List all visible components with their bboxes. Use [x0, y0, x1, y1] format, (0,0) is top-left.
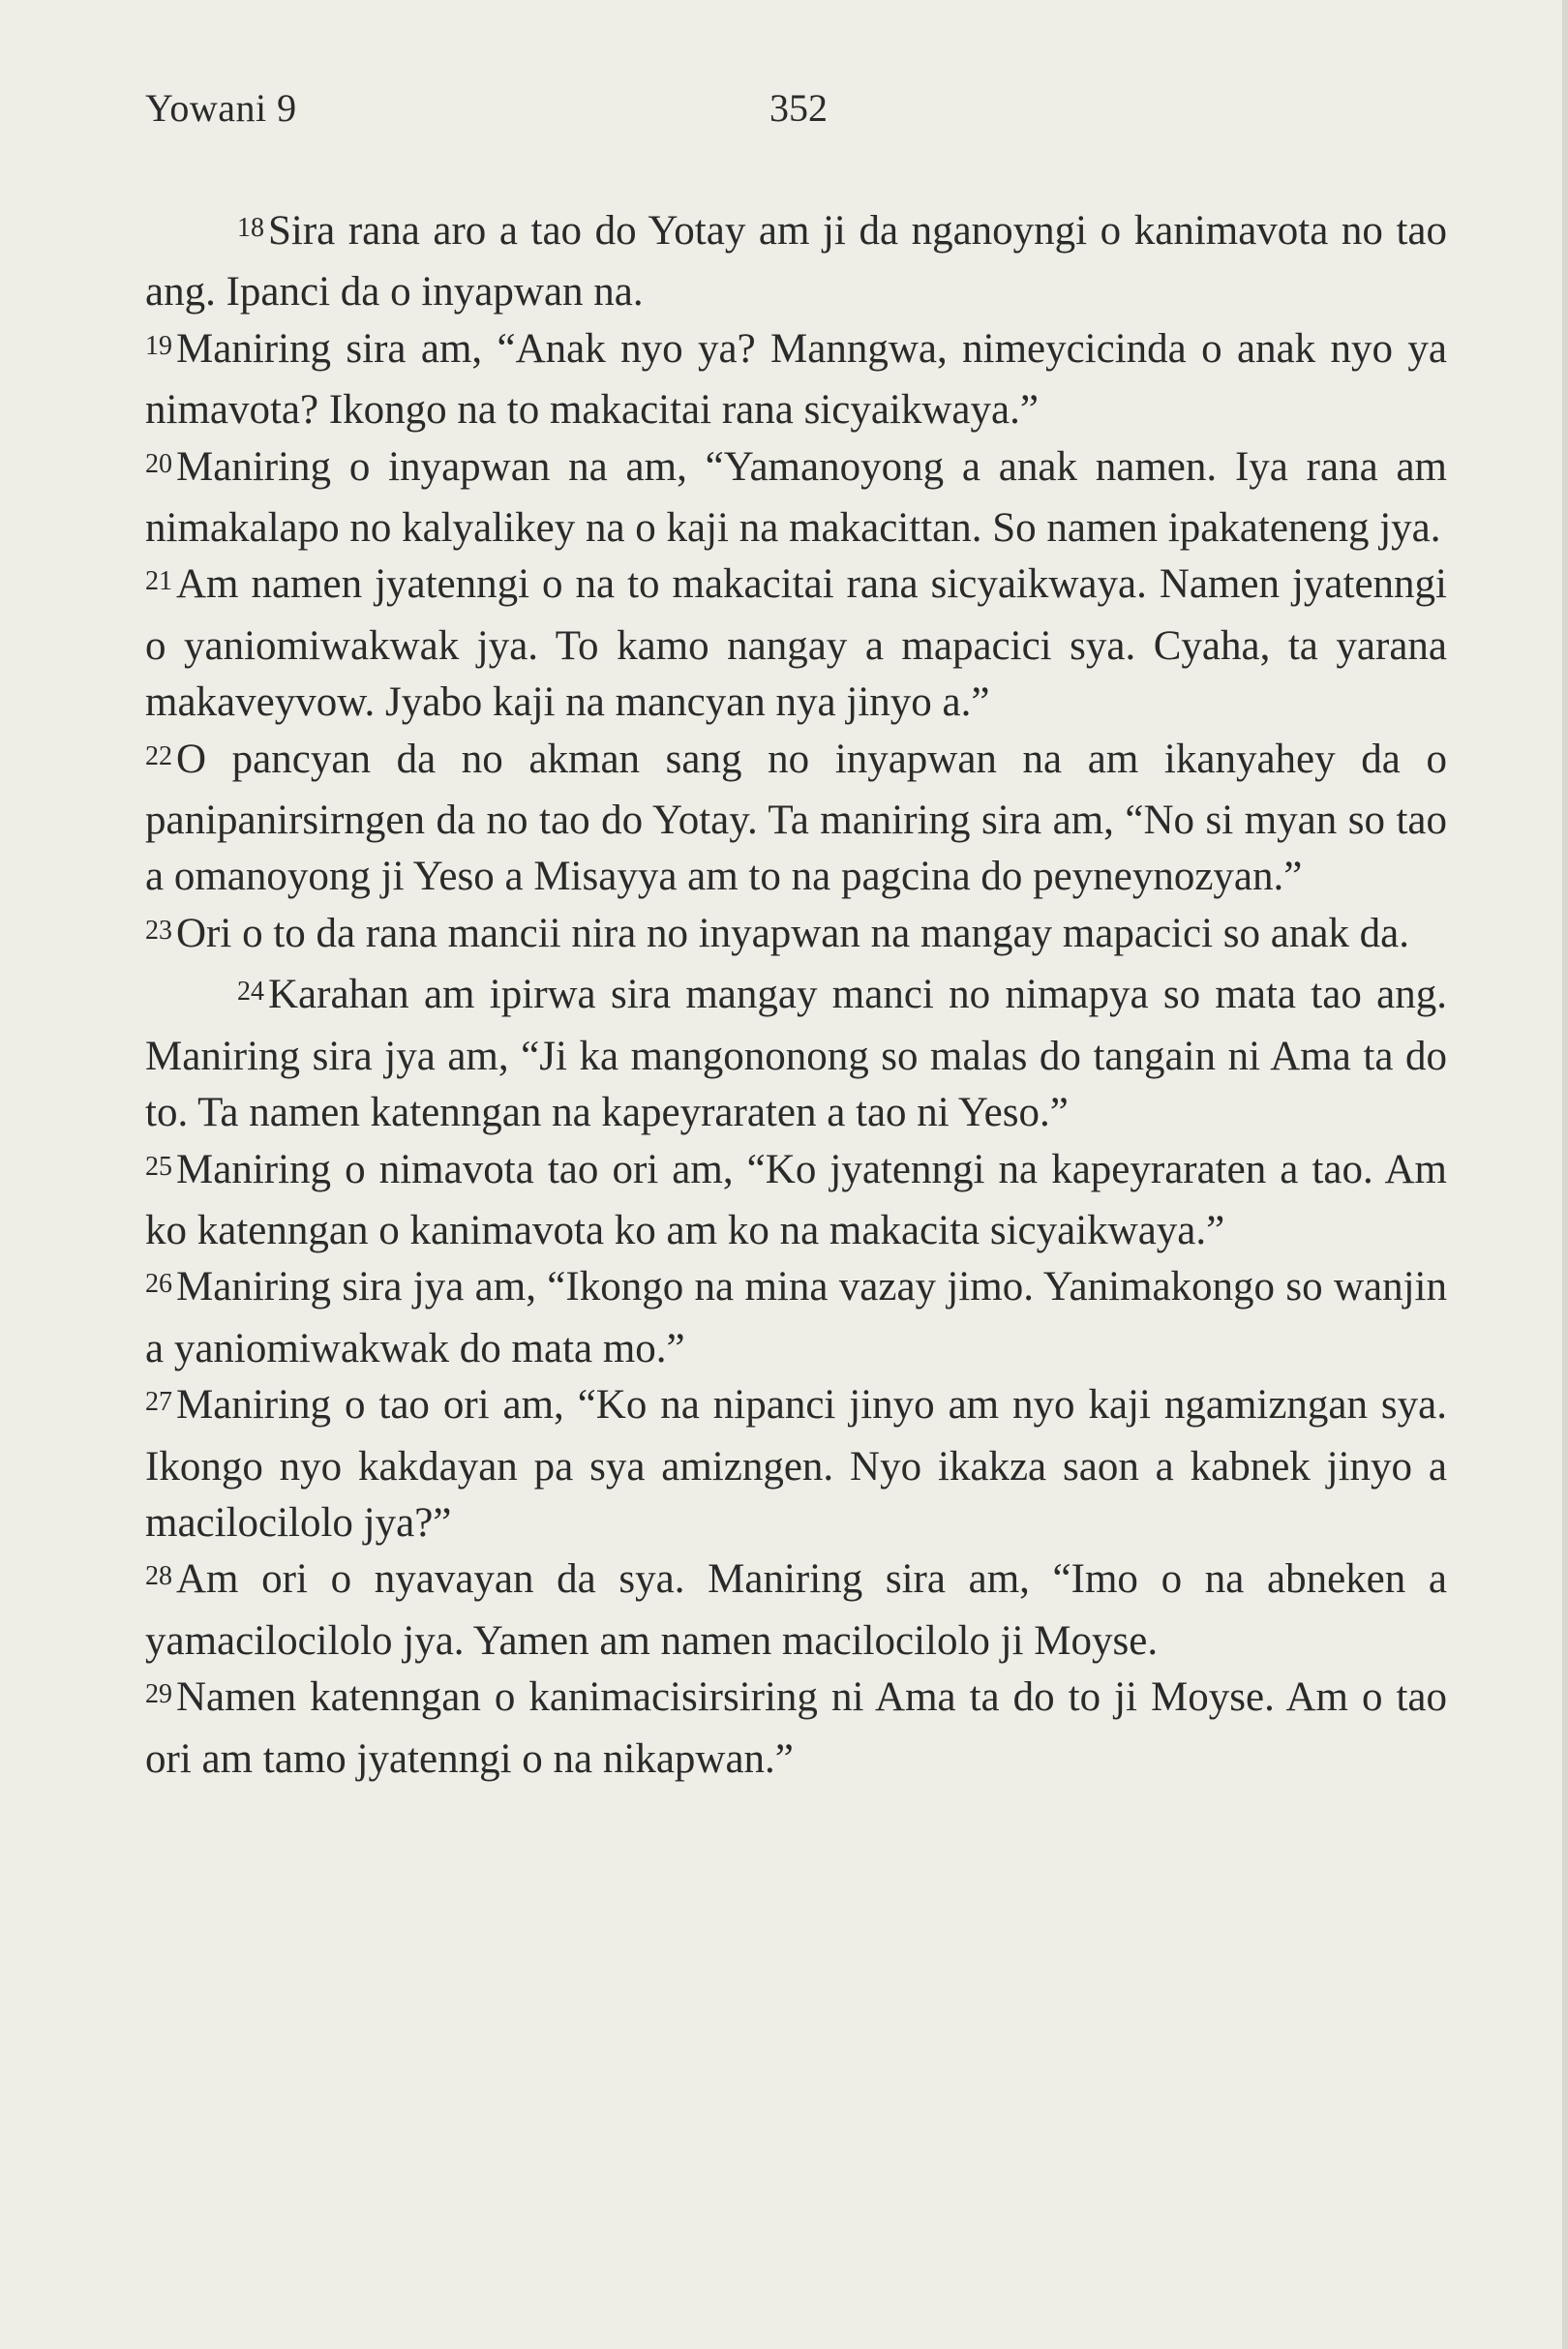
verse-20 — [145, 439, 1447, 557]
verse-text: Maniring sira am, “Anak nyo ya? Manngwa, nimeycicinda o anak nyo ya nimavota? Ikongo na to makacitai rana sicyaikwaya.” — [145, 325, 1447, 434]
verse-text: Namen katenngan o kanimacisirsiring ni Ama ta do to ji Moyse. Am o tao ori am tamo jyatenngi o na nikapwan.” — [145, 1674, 1447, 1782]
verse-22 — [145, 732, 1447, 906]
verse-19 — [145, 321, 1447, 439]
verse-28 — [145, 1551, 1447, 1670]
verse-text: Sira rana aro a tao do Yotay am ji da nganoyngi o kanimavota no tao ang. Ipanci da o inyapwan na. — [145, 208, 1447, 316]
verse-number: 27 — [145, 1387, 172, 1418]
verse-number: 29 — [145, 1679, 172, 1710]
verse-21 — [145, 557, 1447, 731]
verse-number: 20 — [145, 448, 172, 479]
verse-number: 25 — [145, 1151, 172, 1182]
verse-text: Maniring o inyapwan na am, “Yamanoyong a anak namen. Iya rana am nimakalapo no kalyalikey na o kaji na makacittan. So namen ipakateneng jya. — [145, 443, 1447, 552]
verse-text: O pancyan da no akman sang no inyapwan na am ikanyahey da o panipanirsirngen da no tao do Yotay. Ta maniring sira am, “No si myan so tao a omanoyong ji Yeso a Misayya am to na pagcina do peyneynozyan.” — [145, 736, 1447, 900]
verse-number: 22 — [145, 740, 172, 771]
verse-text: Ori o to da rana mancii nira no inyapwan na mangay mapacici so anak da. — [176, 910, 1410, 956]
verse-number: 21 — [145, 566, 172, 597]
running-head: Yowani 9 — [145, 86, 297, 130]
verse-number: 26 — [145, 1269, 172, 1300]
verse-26 — [145, 1259, 1447, 1377]
verse-23 — [145, 906, 1447, 967]
verse-number: 18 — [237, 213, 264, 243]
verse-25 — [145, 1142, 1447, 1260]
page-edge-shadow — [1562, 0, 1568, 2349]
verse-text: Karahan am ipirwa sira mangay manci no nimapya so mata tao ang. Maniring sira jya am, “Ji ka mangononong so malas do tangain ni Ama ta do to. Ta namen katenngan na kapeyraraten a tao ni Yeso.” — [145, 972, 1447, 1136]
verse-text: Maniring sira jya am, “Ikongo na mina vazay jimo. Yanimakongo so wanjin a yaniomiwakwak do mata mo.” — [145, 1264, 1447, 1371]
verse-text: Maniring o tao ori am, “Ko na nipanci jinyo am nyo kaji ngamizngan sya. Ikongo nyo kakdayan pa sya amizngen. Nyo ikakza saon a kabnek jinyo a macilocilolo jya?” — [145, 1382, 1447, 1546]
body-text — [145, 203, 1447, 1788]
verse-18 — [145, 203, 1447, 321]
page-number: 352 — [769, 86, 828, 130]
verse-number: 23 — [145, 915, 172, 946]
verse-24 — [145, 967, 1447, 1141]
verse-text: Am namen jyatenngi o na to makacitai rana sicyaikwaya. Namen jyatenngi o yaniomiwakwak jya. To kamo nangay a mapacici sya. Cyaha, ta yarana makaveyvow. Jyabo kaji na mancyan nya jinyo a.” — [145, 561, 1447, 726]
verse-27 — [145, 1377, 1447, 1551]
verse-number: 28 — [145, 1561, 172, 1592]
verse-29 — [145, 1670, 1447, 1788]
verse-number: 24 — [237, 977, 264, 1008]
verse-text: Am ori o nyavayan da sya. Maniring sira am, “Imo o na abneken a yamacilocilolo jya. Yamen am namen macilocilolo ji Moyse. — [145, 1556, 1447, 1664]
verse-text: Maniring o nimavota tao ori am, “Ko jyatenngi na kapeyraraten a tao. Am ko katenngan o kanimavota ko am ko na makacita sicyaikwaya.” — [145, 1146, 1447, 1253]
page-header — [145, 85, 1447, 143]
verse-number: 19 — [145, 330, 172, 361]
